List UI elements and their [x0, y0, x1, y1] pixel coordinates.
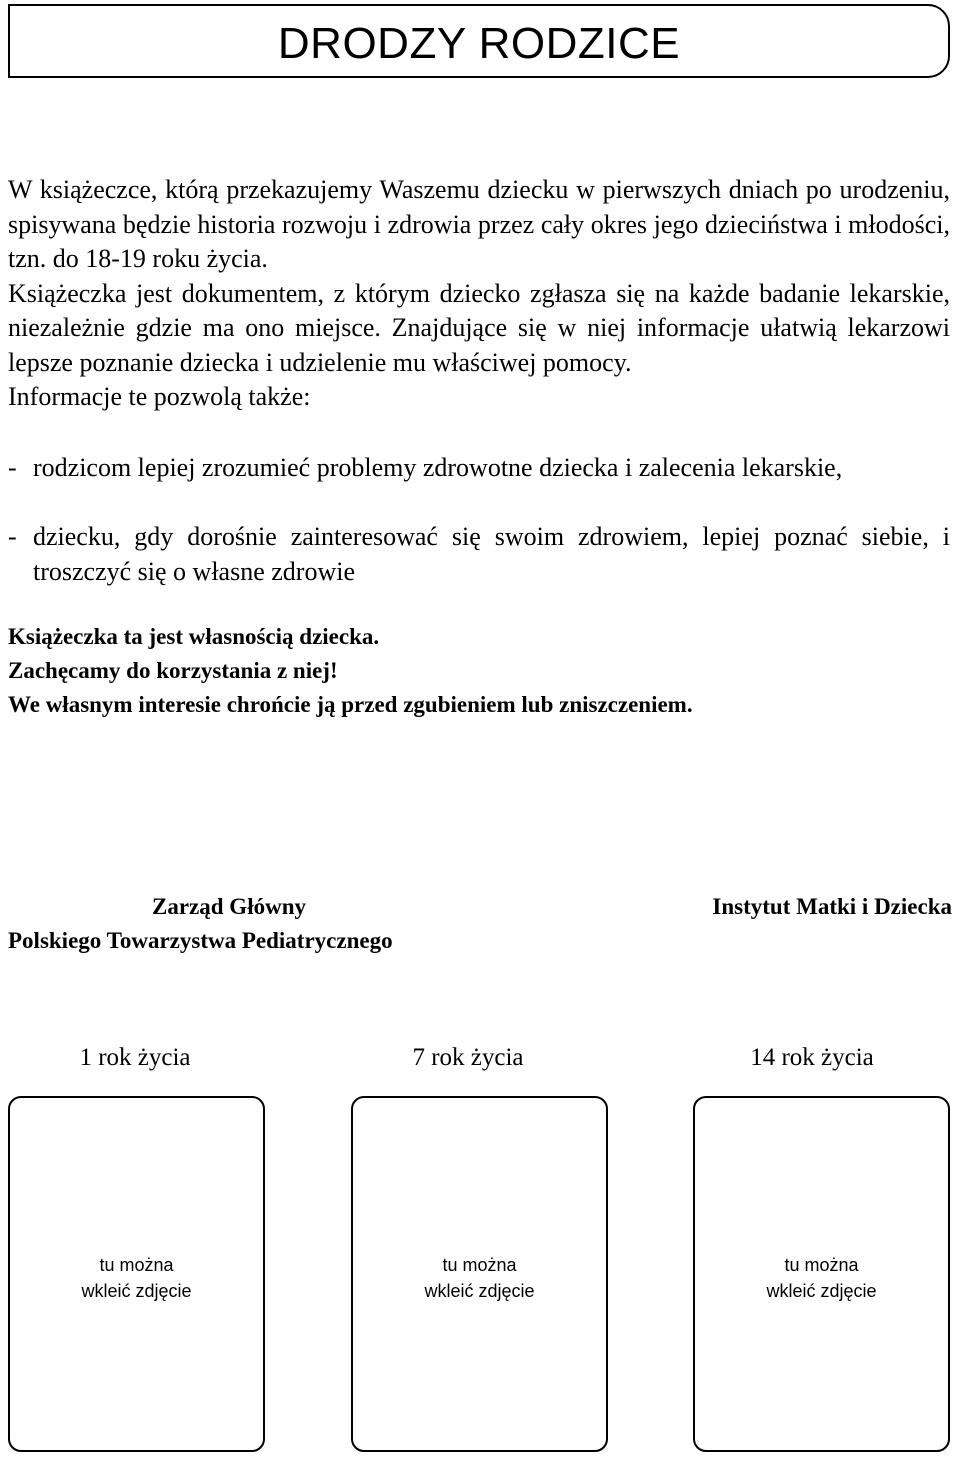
list-item-text: dziecku, gdy dorośnie zainteresować się swoim zdrowiem, lepiej poznać siebie, i troszczyć się o własne zdrowie — [33, 522, 950, 586]
photo-hint — [353, 1252, 606, 1304]
intro-text — [8, 173, 950, 415]
page-title: DRODZY RODZICE — [277, 19, 681, 68]
intro-paragraph-3: Informacje te pozwolą także: — [8, 382, 311, 411]
photo-hint — [695, 1252, 948, 1304]
notice-line-1: Książeczka ta jest własnością dziecka. — [8, 624, 380, 649]
signature-ptp — [8, 890, 488, 958]
photo-hint — [10, 1252, 263, 1304]
list-item — [8, 520, 950, 589]
intro-paragraph-1: W książeczce, którą przekazujemy Waszemu dziecku w pierwszych dniach po urodzeniu, spisywana będzie historia rozwoju i zdrowia przez cały okres jego dzieciństwa i młodości, tzn. do 18-19 roku życia. — [8, 175, 950, 273]
photo-hint-line-1: tu można — [99, 1255, 174, 1275]
photo-hint-line-2: wkleić zdjęcie — [424, 1281, 535, 1301]
photo-label-1-year: 1 rok życia — [79, 1044, 191, 1071]
ownership-notice — [8, 620, 950, 722]
intro-paragraph-2: Książeczka jest dokumentem, z którym dziecko zgłasza się na każde badanie lekarskie, niezależnie gdzie ma ono miejsce. Znajdujące się w niej informacje ułatwią lekarzowi lepsze poznanie dziecka i udzielenie mu właściwej pomocy. — [8, 278, 950, 377]
photo-label-7-years: 7 rok życia — [412, 1044, 524, 1071]
list-item-text: rodzicom lepiej zrozumieć problemy zdrowotne dziecka i zalecenia lekarskie, — [33, 453, 843, 482]
title-frame — [8, 4, 950, 78]
signature-imid: Instytut Matki i Dziecka — [712, 894, 952, 919]
photo-frame-7-years — [351, 1096, 608, 1452]
list-item — [8, 451, 950, 486]
photo-label-14-years: 14 rok życia — [750, 1044, 874, 1071]
list-dash: - — [8, 522, 17, 551]
notice-line-3: We własnym interesie chrońcie ją przed zgubieniem lub zniszczeniem. — [8, 692, 693, 717]
photo-hint-line-2: wkleić zdjęcie — [766, 1281, 877, 1301]
photo-frame-1-year — [8, 1096, 265, 1452]
photo-hint-line-1: tu można — [442, 1255, 517, 1275]
photo-frame-14-years — [693, 1096, 950, 1452]
signature-ptp-line-1: Zarząd Główny — [152, 894, 306, 919]
photo-hint-line-2: wkleić zdjęcie — [81, 1281, 192, 1301]
photo-hint-line-1: tu można — [784, 1255, 859, 1275]
signature-ptp-line-2: Polskiego Towarzystwa Pediatrycznego — [8, 928, 393, 953]
notice-line-2: Zachęcamy do korzystania z niej! — [8, 658, 338, 683]
list-dash: - — [8, 453, 17, 482]
